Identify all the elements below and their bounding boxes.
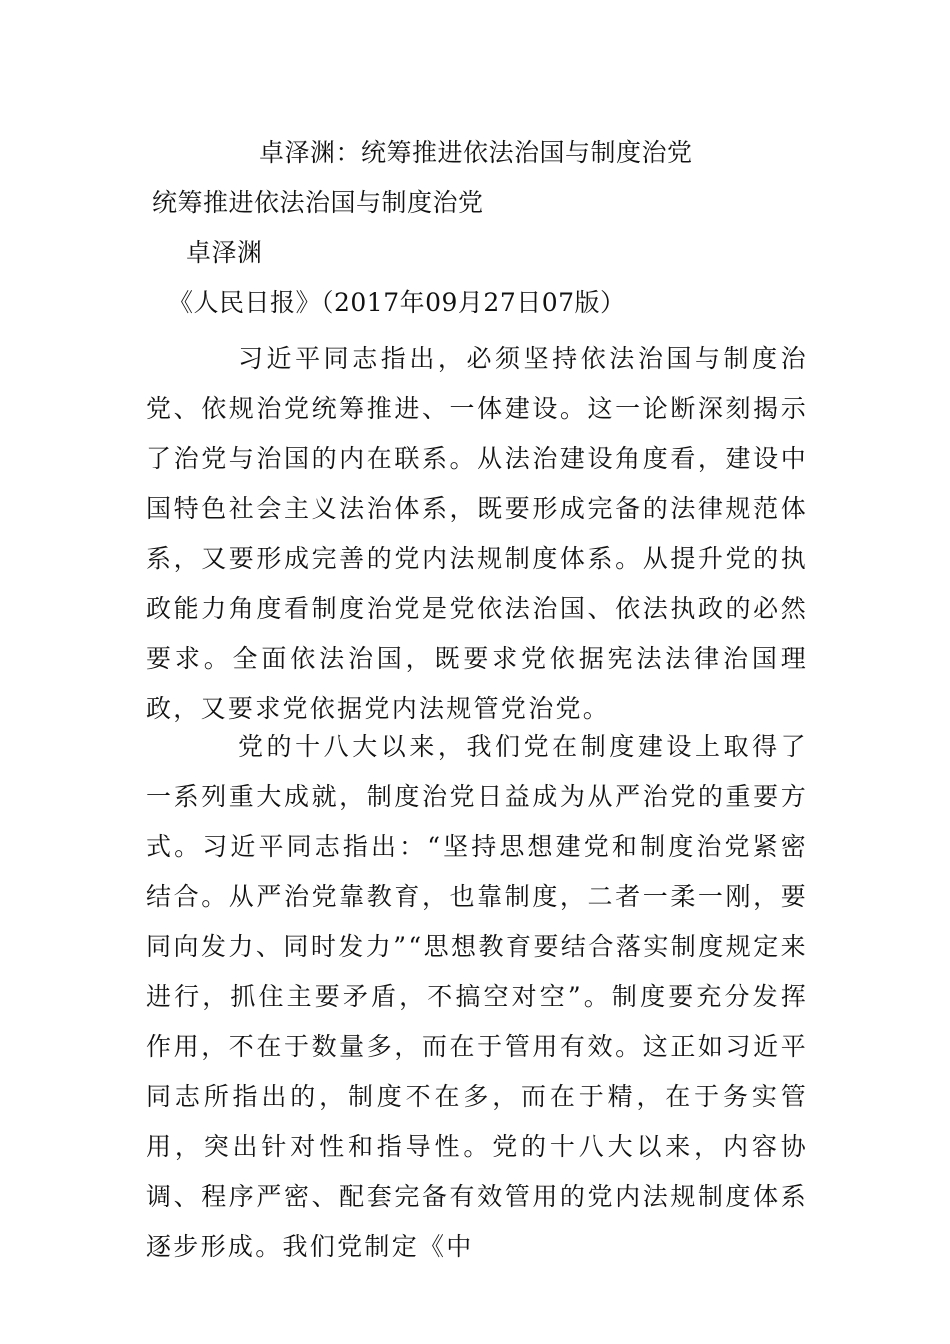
body-paragraph: 习近平同志指出，必须坚持依法治国与制度治党、依规治党统筹推进、一体建设。这一论断深刻揭示了治党与治国的内在联系。从法治建设角度看，建设中国特色社会主义法治体系，既要形成完备的法律规范体系，又要形成完善的党内法规制度体系。从提升党的执政能力角度看制度治党是党依法治国、依法执政的必然要求。全面依法治国，既要求党依据宪法法律治国理政，又要求党依据党内法规管党治党。 <box>146 344 808 723</box>
author-name: 卓泽渊 <box>186 238 263 267</box>
document-subtitle: 统筹推进依法治国与制度治党 <box>152 188 484 217</box>
document-title: 卓泽渊：统筹推进依法治国与制度治党 <box>259 138 693 167</box>
publication-source: 《人民日报》（2017年09月27日07版） <box>168 288 626 317</box>
body-paragraph: 党的十八大以来，我们党在制度建设上取得了一系列重大成就，制度治党日益成为从严治党的重要方式。习近平同志指出：“坚持思想建党和制度治党紧密结合。从严治党靠教育，也靠制度，二者一柔一刚，要同向发力、同时发力”“思想教育要结合落实制度规定来进行，抓住主要矛盾，不搞空对空”。制度要充分发挥作用，不在于数量多，而在于管用有效。这正如习近平同志所指出的，制度不在多，而在于精，在于务实管用，突出针对性和指导性。党的十八大以来，内容协调、程序严密、配套完备有效管用的党内法规制度体系逐步形成。我们党制定《中 <box>146 732 808 1261</box>
